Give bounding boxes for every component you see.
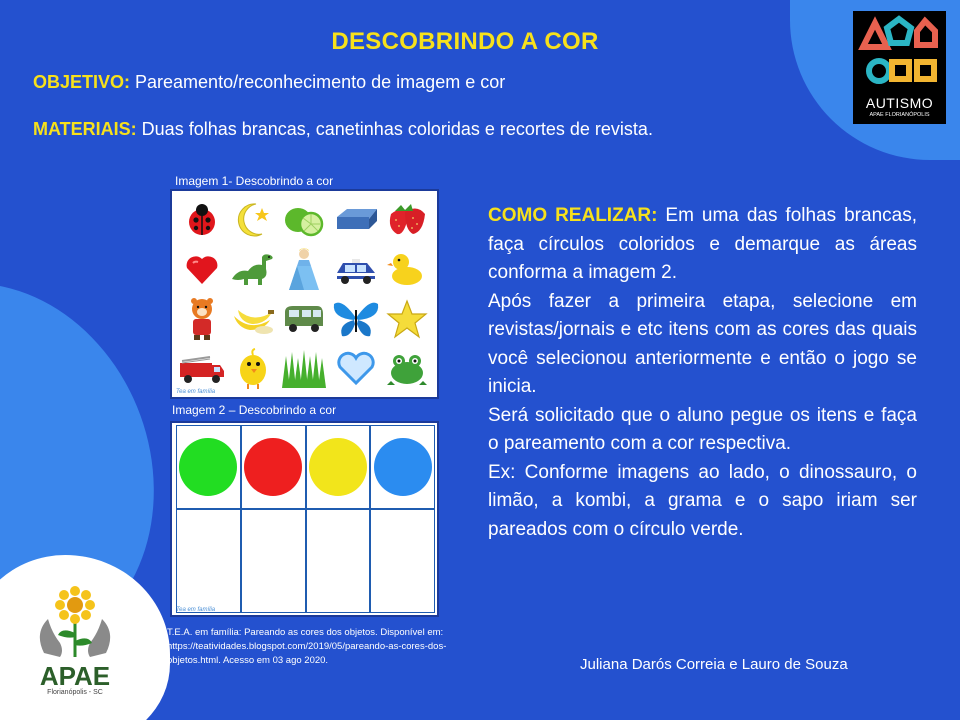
ladybug-icon <box>176 195 227 245</box>
empty-cell-blue <box>370 509 435 613</box>
image2-figure <box>170 421 439 617</box>
image2-caption: Imagem 2 – Descobrindo a cor <box>172 403 337 417</box>
como-p1-text: Em uma das folhas brancas, faça círculos coloridos e demarque as áreas conforma a imagem 2. <box>488 205 917 283</box>
empty-cell-red <box>241 509 306 613</box>
bananas-icon <box>227 294 278 344</box>
autismo-logo-subtitle: APAE FLORIANÓPOLIS <box>869 112 930 118</box>
image2-watermark: Tea em família <box>176 607 216 613</box>
autismo-logo-word: AUTISMO <box>865 95 934 111</box>
cinderella-icon <box>279 245 330 295</box>
blue-heart-icon <box>330 344 381 394</box>
image1-figure <box>170 189 439 399</box>
empty-cell-green <box>176 509 241 613</box>
frog-icon <box>382 344 433 394</box>
authors-text: Juliana Darós Correia e Lauro de Souza <box>580 656 848 673</box>
strawberry-icon <box>382 195 433 245</box>
materiais-label: MATERIAIS: <box>33 119 137 139</box>
reference-text: T.E.A. em família: Pareando as cores dos objetos. Disponível em: https://teatividades.blogspot.com/2019/05/pareando-as-cores-dos-objetos.html. Acesso em 03 ago 2020. <box>167 627 447 666</box>
heart-icon <box>176 245 227 295</box>
objetivo-line <box>33 72 505 93</box>
autismo-logo <box>853 11 946 124</box>
grass-icon <box>279 344 330 394</box>
green-circle <box>179 438 237 496</box>
image1-watermark: Tea em família <box>176 389 216 395</box>
apae-logo <box>30 583 150 703</box>
butterfly-icon <box>330 294 381 344</box>
circle-cell-red <box>241 425 306 509</box>
blue-circle <box>374 438 432 496</box>
apae-logo-subtitle: Florianópolis - SC <box>47 689 103 696</box>
objetivo-text: Pareamento/reconhecimento de imagem e cor <box>130 72 506 92</box>
page-title: DESCOBRINDO A COR <box>331 28 599 55</box>
como-paragraph-2: Após fazer a primeira etapa, selecione em revistas/jornais e etc itens com as cores das quais você selecionou anteriormente e então o jogo se inicia. <box>488 290 917 397</box>
autismo-logo-shapes <box>853 11 946 95</box>
lime-icon <box>279 195 330 245</box>
red-circle <box>244 438 302 496</box>
police-car-icon <box>330 245 381 295</box>
circle-cell-yellow <box>306 425 371 509</box>
circle-cell-blue <box>370 425 435 509</box>
kombi-van-icon <box>279 294 330 344</box>
dinosaur-icon <box>227 245 278 295</box>
objetivo-label: OBJETIVO: <box>33 72 131 92</box>
apae-logo-word: APAE <box>39 661 111 691</box>
circle-cell-green <box>176 425 241 509</box>
empty-cell-yellow <box>306 509 371 613</box>
como-realizar-text <box>488 202 917 544</box>
image1-caption: Imagem 1- Descobrindo a cor <box>175 174 334 188</box>
materiais-text: Duas folhas brancas, canetinhas coloridas e recortes de revista. <box>136 119 653 139</box>
como-paragraph-3: Será solicitado que o aluno pegue os itens e faça o pareamento com a cor respectiva. <box>488 404 917 454</box>
apae-flower-icon <box>30 583 120 663</box>
chick-icon <box>227 344 278 394</box>
tiger-icon <box>176 294 227 344</box>
star-icon <box>382 294 433 344</box>
moon-icon <box>227 195 278 245</box>
como-paragraph-4: Ex: Conforme imagens ao lado, o dinossauro, o limão, a kombi, a grama e o sapo iriam ser pareados com o círculo verde. <box>488 461 917 540</box>
como-paragraph-1 <box>488 202 917 288</box>
fire-truck-icon <box>176 344 227 394</box>
duck-icon <box>382 245 433 295</box>
sponge-icon <box>330 195 381 245</box>
materiais-line <box>33 119 653 140</box>
yellow-circle <box>309 438 367 496</box>
como-label: COMO REALIZAR: <box>488 205 658 226</box>
